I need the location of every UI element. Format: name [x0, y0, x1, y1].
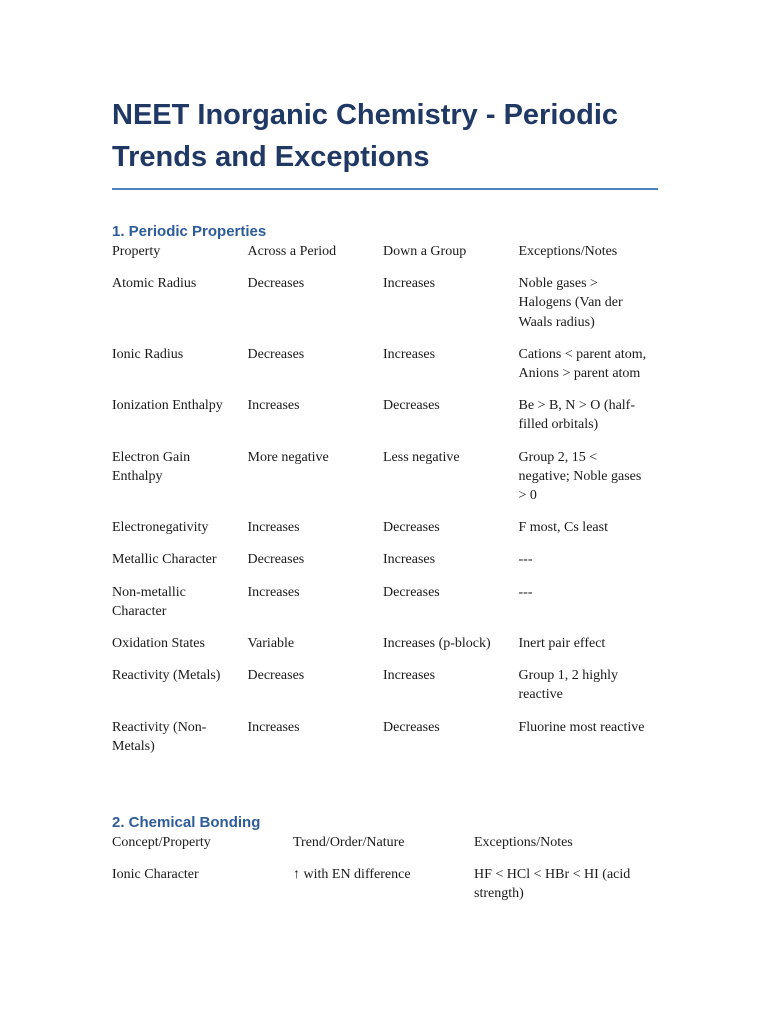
table-cell: Ionic Character [112, 867, 199, 883]
chemical-bonding-table [112, 833, 658, 917]
table-cell: Cations < parent atom, Anions > parent atom [518, 346, 647, 382]
table-cell: Noble gases > Halogens (Van der Waals radius) [518, 276, 623, 330]
table-cell: Increases [383, 668, 436, 684]
column-header: Concept/Property [112, 835, 211, 851]
table-cell: Decreases [383, 520, 440, 536]
table-header-row [112, 242, 658, 274]
table-cell: Reactivity (Metals) [112, 668, 221, 684]
table-cell: Decreases [383, 584, 440, 600]
table-cell: Decreases [383, 719, 440, 735]
table-cell: Group 1, 2 highly reactive [518, 668, 619, 703]
table-cell: Increases [247, 520, 300, 536]
table-row [112, 274, 658, 345]
table-cell: HF < HCl < HBr < HI (acid strength) [474, 867, 631, 902]
table-row [112, 448, 658, 519]
table-cell: Ionization Enthalpy [112, 398, 223, 414]
table-cell: Metallic Character [112, 552, 217, 568]
table-cell: Group 2, 15 < negative; Noble gases > 0 [518, 449, 642, 504]
section-heading-chemical-bonding: 2. Chemical Bonding [112, 814, 261, 832]
table-cell: Atomic Radius [112, 276, 197, 292]
document-title: NEET Inorganic Chemistry - Periodic Trends and Exceptions [112, 94, 658, 190]
table-cell: Increases [383, 552, 436, 568]
table-cell: Increases [247, 398, 300, 414]
table-row [112, 718, 658, 769]
table-cell: Electronegativity [112, 520, 209, 536]
table-cell: Inert pair effect [518, 636, 606, 652]
table-row [112, 666, 658, 717]
table-cell: Ionic Radius [112, 346, 184, 362]
table-cell: Fluorine most reactive [518, 719, 645, 735]
table-row [112, 345, 658, 396]
table-cell: Decreases [247, 552, 305, 568]
column-header: Property [112, 244, 161, 259]
table-cell: Increases [383, 346, 436, 362]
table-cell: --- [518, 584, 533, 600]
table-row [112, 583, 658, 634]
table-cell: Be > B, N > O (half-filled orbitals) [518, 398, 635, 433]
table-cell: Variable [247, 636, 295, 652]
periodic-properties-table [112, 242, 658, 769]
table-cell: Increases (p-block) [383, 636, 491, 652]
table-row [112, 634, 658, 666]
table-cell: More negative [247, 449, 329, 465]
section-heading-periodic-properties: 1. Periodic Properties [112, 223, 267, 240]
table-cell: Oxidation States [112, 636, 205, 652]
column-header: Exceptions/Notes [518, 244, 618, 259]
table-row [112, 865, 658, 916]
table-cell: F most, Cs least [518, 520, 608, 536]
column-header: Down a Group [383, 244, 467, 259]
table-cell: Less negative [383, 449, 460, 465]
table-cell: Reactivity (Non-Metals) [112, 719, 207, 754]
column-header: Trend/Order/Nature [293, 835, 405, 851]
table-row [112, 396, 658, 447]
table-row [112, 550, 658, 582]
document-page [112, 94, 658, 917]
table-row [112, 518, 658, 550]
table-cell: Decreases [247, 276, 305, 292]
table-cell: Increases [383, 276, 436, 292]
table-cell: Decreases [247, 346, 305, 362]
table-cell: --- [518, 552, 533, 568]
table-header-row [112, 833, 658, 865]
column-header: Across a Period [247, 244, 337, 259]
table-cell: Electron Gain Enthalpy [112, 449, 191, 484]
table-cell: Non-metallic Character [112, 584, 186, 619]
table-cell: ↑ with EN difference [293, 867, 411, 883]
table-cell: Increases [247, 584, 300, 600]
table-cell: Increases [247, 719, 300, 735]
column-header: Exceptions/Notes [474, 835, 573, 851]
table-cell: Decreases [247, 668, 305, 684]
table-cell: Decreases [383, 398, 440, 414]
